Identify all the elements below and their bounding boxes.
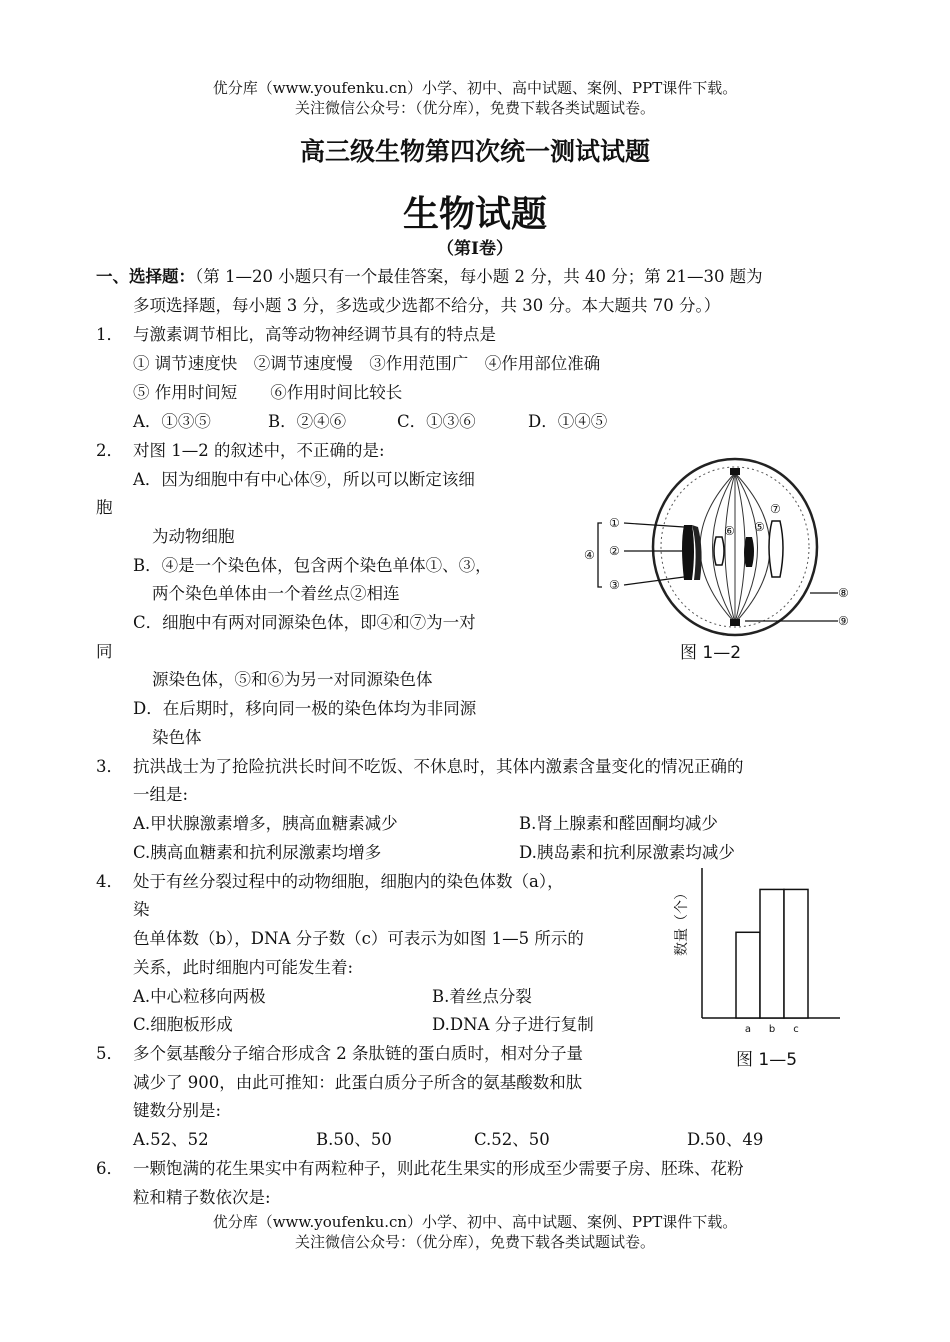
figure-1-5-bar-chart	[668, 862, 848, 1077]
label-5: ⑤	[754, 520, 765, 534]
q2-option-d-2: 染色体	[152, 728, 202, 747]
chromosome-5	[744, 537, 754, 567]
bracket-4	[598, 523, 602, 587]
figure-1-2-caption: 图 1—2	[680, 643, 742, 663]
q2-option-a-2: 胞	[96, 498, 113, 517]
q1-option-b: B．②④⑥	[268, 412, 347, 431]
q3-option-b: B.肾上腺素和醛固酮均减少	[519, 814, 718, 833]
q6-number: 6．	[96, 1159, 123, 1178]
q5-stem-1: 多个氨基酸分子缩合形成含 2 条肽链的蛋白质时，相对分子量	[133, 1044, 583, 1063]
q4-option-d: D.DNA 分子进行复制	[432, 1015, 594, 1034]
bar-b	[760, 889, 784, 1018]
q5-number: 5．	[96, 1044, 123, 1063]
centriole-bottom	[730, 619, 740, 626]
q6-stem-1: 一颗饱满的花生果实中有两粒种子，则此花生果实的形成至少需要子房、胚珠、花粉	[133, 1159, 744, 1178]
q4-option-c: C.细胞板形成	[133, 1015, 233, 1034]
q1-number: 1．	[96, 325, 123, 344]
q2-stem: 对图 1—2 的叙述中，不正确的是:	[133, 441, 385, 460]
q4-stem-4: 关系，此时细胞内可能发生着:	[133, 958, 354, 977]
q2-option-c-2: 同	[96, 642, 113, 661]
footer-line-1: 优分库（www.youfenku.cn）小学、初中、高中试题、案例、PPT课件下载。	[212, 1213, 738, 1231]
q4-stem-2: 染	[133, 900, 150, 919]
q5-option-c: C.52、50	[474, 1130, 550, 1149]
tick-label-c: c	[793, 1024, 799, 1035]
section-label: 一、选择题：	[96, 267, 195, 286]
footer-line-2: 关注微信公众号：（优分库），免费下载各类试题试卷。	[294, 1233, 655, 1251]
q4-stem-1: 处于有丝分裂过程中的动物细胞，细胞内的染色体数（a），	[133, 872, 564, 891]
q3-number: 3．	[96, 757, 123, 776]
chromosome-7	[769, 521, 783, 577]
q5-option-d: D.50、49	[687, 1130, 764, 1149]
q2-option-b-2: 两个染色单体由一个着丝点②相连	[152, 584, 400, 603]
q3-stem-2: 一组是:	[133, 785, 189, 804]
q2-option-a-3: 为动物细胞	[152, 527, 235, 546]
section-desc-2: 多项选择题，每小题 3 分，多选或少选都不给分，共 30 分。本大题共 70 分。）	[133, 296, 721, 315]
y-axis-label: 数量（个）	[674, 886, 690, 956]
label-7: ⑦	[770, 502, 781, 516]
q5-option-b: B.50、50	[316, 1130, 392, 1149]
q3-option-d: D.胰岛素和抗利尿激素均减少	[519, 843, 735, 862]
q1-items-2: ⑤ 作用时间短 ⑥作用时间比较长	[133, 383, 403, 402]
q4-stem-3: 色单体数（b），DNA 分子数（c）可表示为如图 1—5 所示的	[133, 929, 584, 948]
chromosome-6	[714, 537, 724, 565]
volume-title: （第Ⅰ卷）	[437, 239, 513, 259]
q4-number: 4．	[96, 872, 123, 891]
q2-number: 2．	[96, 441, 123, 460]
label-1: ①	[609, 516, 620, 530]
q4-option-b: B.着丝点分裂	[432, 987, 532, 1006]
q3-option-c: C.胰高血糖素和抗利尿激素均增多	[133, 843, 382, 862]
q4-option-a: A.中心粒移向两极	[133, 987, 266, 1006]
q6-stem-2: 粒和精子数依次是:	[133, 1188, 271, 1207]
header-line-2: 关注微信公众号：（优分库），免费下载各类试题试卷。	[294, 99, 655, 117]
chromosome-4	[682, 525, 694, 580]
q3-stem-1: 抗洪战士为了抢险抗洪长时间不吃饭、不休息时，其体内激素含量变化的情况正确的	[133, 757, 744, 776]
figure-1-5-caption: 图 1—5	[736, 1050, 798, 1070]
bar-a	[736, 932, 760, 1018]
label-9: ⑨	[838, 614, 849, 628]
q2-option-b-1: B．④是一个染色体，包含两个染色单体①、③，	[133, 556, 492, 575]
header-line-1: 优分库（www.youfenku.cn）小学、初中、高中试题、案例、PPT课件下载。	[212, 79, 738, 97]
q2-option-c-3: 源染色体，⑤和⑥为另一对同源染色体	[152, 670, 433, 689]
q5-stem-3: 键数分别是:	[133, 1101, 222, 1120]
label-2: ②	[609, 544, 620, 558]
q2-option-d-1: D．在后期时，移向同一极的染色体均为非同源	[133, 699, 477, 718]
label-6: ⑥	[724, 524, 735, 538]
spindle-fibers	[700, 473, 770, 623]
subject-title: 生物试题	[402, 193, 547, 235]
tick-label-a: a	[744, 1024, 752, 1035]
main-title: 高三级生物第四次统一测试试题	[299, 137, 650, 166]
q2-option-c-1: C．细胞中有两对同源染色体，即④和⑦为一对	[133, 613, 476, 632]
q5-stem-2: 减少了 900，由此可推知：此蛋白质分子所含的氨基酸数和肽	[133, 1073, 583, 1092]
q3-option-a: A.甲状腺激素增多，胰高血糖素减少	[133, 814, 398, 833]
figure-1-2-cell-diagram	[580, 455, 880, 670]
q1-option-a: A．①③⑤	[133, 412, 211, 431]
label-3: ③	[609, 578, 620, 592]
q1-option-c: C．①③⑥	[397, 412, 476, 431]
q5-option-a: A.52、52	[133, 1130, 209, 1149]
q1-option-d: D．①④⑤	[528, 412, 608, 431]
section-desc-1: （第 1—20 小题只有一个最佳答案，每小题 2 分，共 40 分；第 21—30 题为	[195, 267, 763, 286]
centriole-top	[730, 468, 740, 475]
label-4: ④	[584, 548, 595, 562]
bar-c	[784, 889, 808, 1018]
tick-label-b: b	[768, 1024, 776, 1035]
q1-stem: 与激素调节相比，高等动物神经调节具有的特点是	[133, 325, 496, 344]
section-heading	[96, 266, 763, 288]
label-8: ⑧	[838, 586, 849, 600]
q1-items-1: ① 调节速度快 ②调节速度慢 ③作用范围广 ④作用部位准确	[133, 354, 601, 373]
q2-option-a-1: A．因为细胞中有中心体⑨，所以可以断定该细	[133, 470, 475, 489]
